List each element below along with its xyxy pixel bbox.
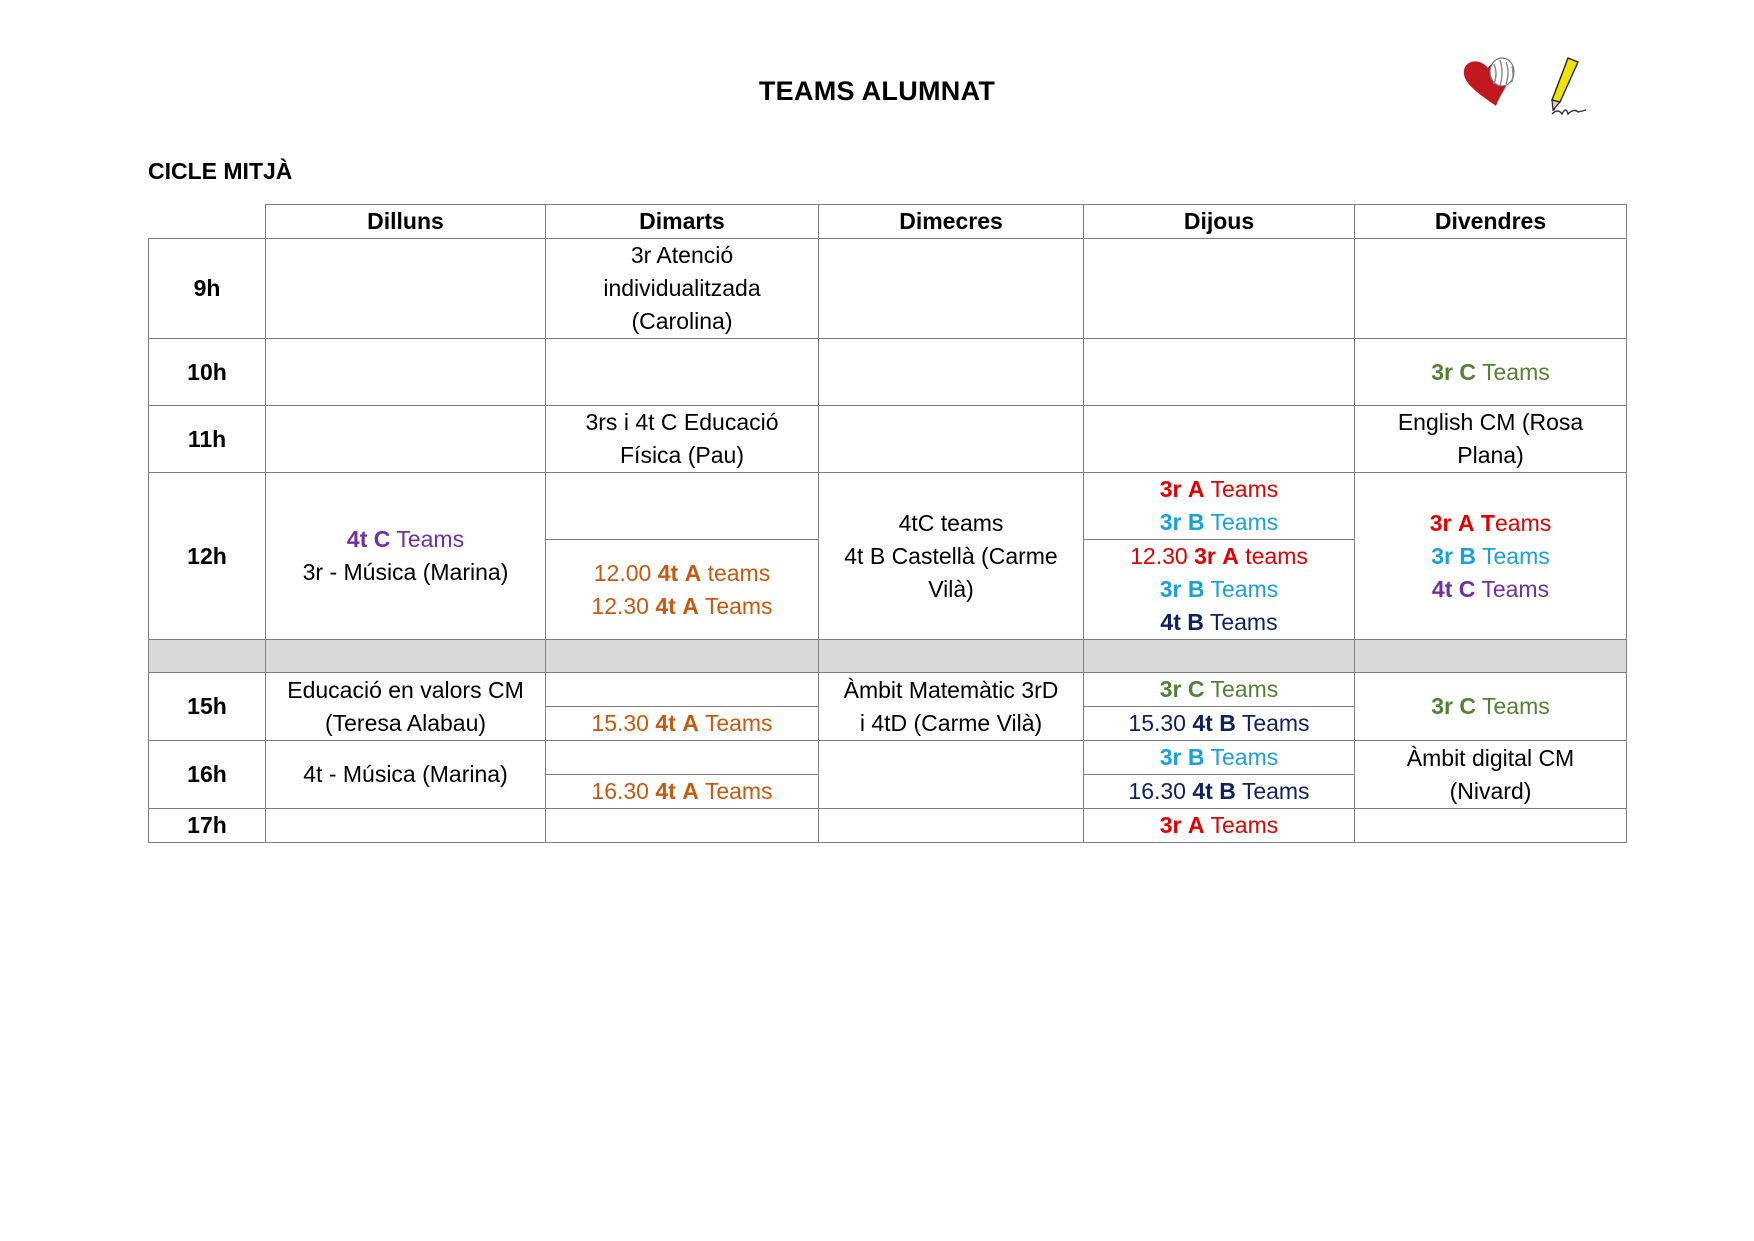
hour-label: 17h — [149, 809, 266, 843]
cell-team: 12.00 4t A teams 12.30 4t A Teams — [546, 540, 819, 640]
cell-team: 3r C Teams — [1084, 673, 1355, 707]
cell-empty — [266, 809, 546, 843]
lunch-separator-row — [149, 640, 1627, 673]
cell-empty — [546, 473, 819, 540]
cell-empty — [1355, 809, 1627, 843]
cell-empty — [546, 673, 819, 707]
row-17h — [149, 809, 1627, 843]
cell-team: 15.30 4t B Teams — [1084, 707, 1355, 741]
day-header: Divendres — [1355, 205, 1627, 239]
cell-empty — [1355, 239, 1627, 339]
hour-label: 9h — [149, 239, 266, 339]
cell-activity: 4t - Música (Marina) — [266, 741, 546, 809]
schedule-table — [148, 204, 1627, 843]
separator-cell — [819, 640, 1084, 673]
hour-label: 11h — [149, 406, 266, 473]
cell-team: 16.30 4t A Teams — [546, 775, 819, 809]
pencil-icon — [1552, 58, 1586, 114]
cell-team: 16.30 4t B Teams — [1084, 775, 1355, 809]
cell-activity: 3rs i 4t C Educació Física (Pau) — [546, 406, 819, 473]
cell-activity: Àmbit Matemàtic 3rD i 4tD (Carme Vilà) — [819, 673, 1084, 741]
hour-label: 15h — [149, 673, 266, 741]
page-title: TEAMS ALUMNAT — [758, 76, 996, 106]
cell-team: 12.30 3r A teams 3r B Teams 4t B Teams — [1084, 540, 1355, 640]
cell-team: 3r C Teams — [1355, 339, 1627, 406]
cell-empty — [819, 406, 1084, 473]
corner-cell — [149, 205, 266, 239]
cell-team: 3r B Teams — [1084, 741, 1355, 775]
row-12h-a — [149, 473, 1627, 540]
cell-activity: English CM (Rosa Plana) — [1355, 406, 1627, 473]
header-row — [149, 205, 1627, 239]
cell-empty — [546, 741, 819, 775]
day-header: Dimarts — [546, 205, 819, 239]
hour-label: 12h — [149, 473, 266, 640]
cell-activity: 4tC teams 4t B Castellà (Carme Vilà) — [819, 473, 1084, 640]
cell-team: 3r C Teams — [1355, 673, 1627, 741]
separator-cell — [149, 640, 266, 673]
separator-cell — [1355, 640, 1627, 673]
day-header: Dilluns — [266, 205, 546, 239]
cell-empty — [1084, 239, 1355, 339]
cell-team: 3r A Teams — [1084, 809, 1355, 843]
cell-empty — [266, 406, 546, 473]
cell-empty — [546, 809, 819, 843]
cell-empty — [819, 339, 1084, 406]
cell-activity: 4t C Teams 3r - Música (Marina) — [266, 473, 546, 640]
cell-activity: Educació en valors CM (Teresa Alabau) — [266, 673, 546, 741]
separator-cell — [1084, 640, 1355, 673]
cell-team: 15.30 4t A Teams — [546, 707, 819, 741]
separator-cell — [266, 640, 546, 673]
section-title: CICLE MITJÀ — [148, 158, 293, 184]
cell-empty — [1084, 406, 1355, 473]
row-9h — [149, 239, 1627, 339]
separator-cell — [546, 640, 819, 673]
cell-empty — [819, 741, 1084, 809]
day-header: Dimecres — [819, 205, 1084, 239]
cell-empty — [266, 239, 546, 339]
hour-label: 10h — [149, 339, 266, 406]
heart-icon — [1464, 58, 1514, 106]
cell-empty — [546, 339, 819, 406]
row-15h-a — [149, 673, 1627, 707]
cell-empty — [819, 239, 1084, 339]
cell-team: 3r A Teams 3r B Teams — [1084, 473, 1355, 540]
row-16h-a — [149, 741, 1627, 775]
hour-label: 16h — [149, 741, 266, 809]
row-10h — [149, 339, 1627, 406]
school-logo — [1456, 56, 1606, 128]
cell-empty — [266, 339, 546, 406]
cell-activity: 3r Atenció individualitzada (Carolina) — [546, 239, 819, 339]
cell-activity: Àmbit digital CM (Nivard) — [1355, 741, 1627, 809]
row-11h — [149, 406, 1627, 473]
cell-empty — [1084, 339, 1355, 406]
day-header: Dijous — [1084, 205, 1355, 239]
cell-team: 3r A Teams 3r B Teams 4t C Teams — [1355, 473, 1627, 640]
cell-empty — [819, 809, 1084, 843]
